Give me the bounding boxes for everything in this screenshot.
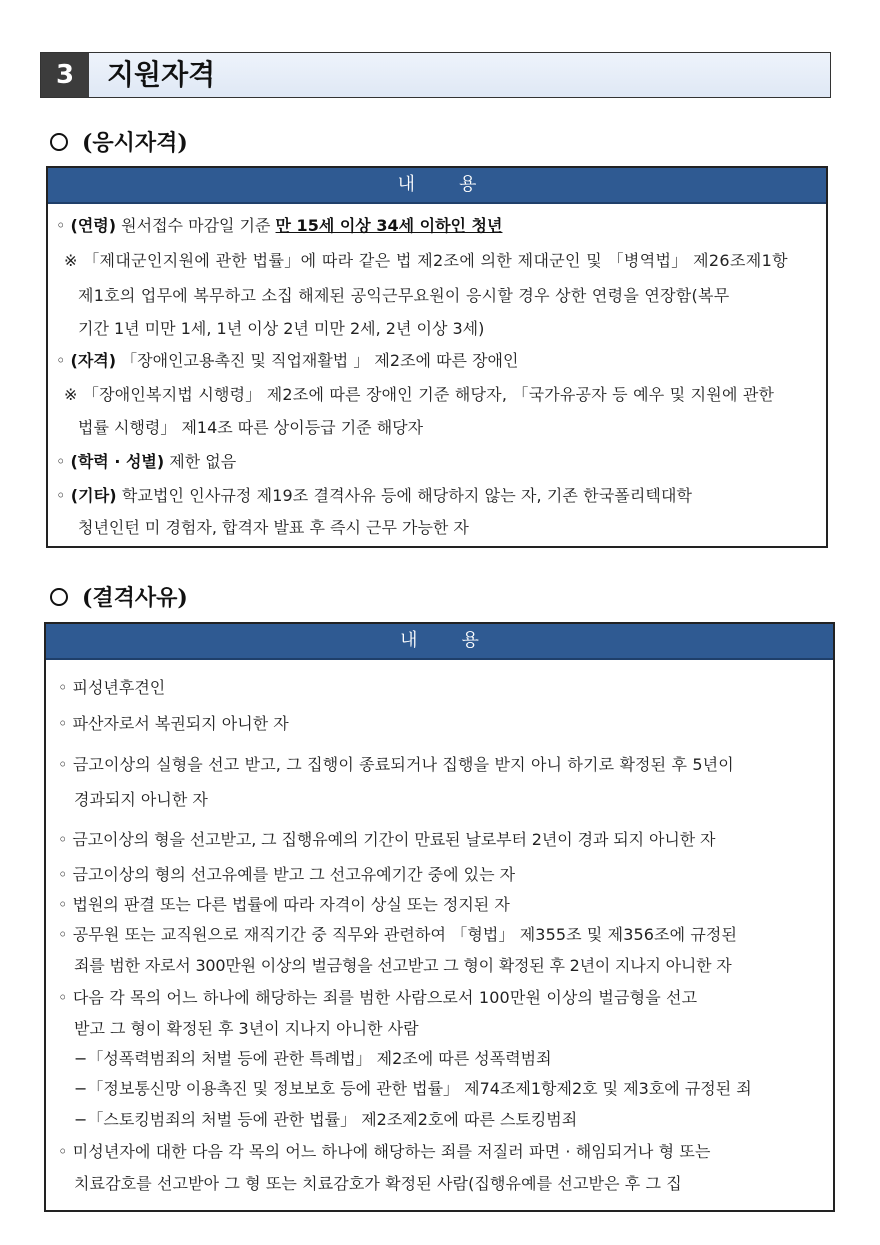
bullet: ◦	[56, 216, 71, 235]
box-header-label-1: 내	[397, 174, 415, 195]
qualify-line-age	[56, 216, 502, 236]
box-header-label-1: 내	[400, 630, 418, 651]
circle-bullet-icon	[50, 588, 68, 606]
qualify-box-header	[48, 168, 826, 204]
disqualify-box-header	[46, 624, 833, 660]
disqualify-item: ◦ 법원의 판결 또는 다른 법률에 따라 자격이 상실 또는 정지된 자	[58, 895, 510, 914]
disqualify-subitem: −「스토킹범죄의 처벌 등에 관한 법률」 제2조제2호에 따른 스토킹범죄	[74, 1110, 578, 1129]
disqualify-item: ◦ 미성년자에 대한 다음 각 목의 어느 하나에 해당하는 죄를 저질러 파면 · 해임되거나 형 또는	[58, 1142, 711, 1161]
label-age: (연령)	[70, 216, 117, 235]
label-education: (학력 · 성별)	[70, 452, 165, 471]
qualify-line: ※ 「제대군인지원에 관한 법률」에 따라 같은 법 제2조에 의한 제대군인 및 「병역법」 제26조제1항	[64, 251, 788, 270]
qualify-line: 법률 시행령」 제14조 따른 상이등급 기준 해당자	[78, 418, 424, 437]
line-text: 제한 없음	[164, 452, 237, 471]
disqualify-heading-text: (결격사유)	[82, 585, 188, 611]
disqualify-item: ◦ 금고이상의 형을 선고받고, 그 집행유예의 기간이 만료된 날로부터 2년이 경과 되지 아니한 자	[58, 830, 716, 849]
disqualify-subitem: −「성폭력범죄의 처벌 등에 관한 특례법」 제2조에 따른 성폭력범죄	[74, 1049, 552, 1068]
disqualify-item: ◦ 공무원 또는 교직원으로 재직기간 중 직무와 관련하여 「형법」 제355조 및 제356조에 규정된	[58, 925, 737, 944]
section-number: 3	[41, 53, 89, 97]
disqualify-item: ◦ 금고이상의 형의 선고유예를 받고 그 선고유예기간 중에 있는 자	[58, 865, 516, 884]
box-header-label-2: 용	[459, 174, 477, 195]
label-other: (기타)	[70, 486, 117, 505]
qualify-line: 청년인턴 미 경험자, 합격자 발표 후 즉시 근무 가능한 자	[78, 518, 469, 537]
disqualify-heading	[50, 581, 188, 612]
label-qualification: (자격)	[70, 351, 117, 370]
qualify-line: ※ 「장애인복지법 시행령」 제2조에 따른 장애인 기준 해당자, 「국가유공자 등 예우 및 지원에 관한	[64, 385, 775, 404]
line-text: 학교법인 인사규정 제19조 결격사유 등에 해당하지 않는 자, 기존 한국폴리텍대학	[116, 486, 693, 505]
qualify-line: 제1호의 업무에 복무하고 소집 해제된 공익근무요원이 응시할 경우 상한 연령을 연장함(복무	[78, 286, 730, 305]
qualify-line-qualification	[56, 351, 518, 371]
disqualify-item: ◦ 피성년후견인	[58, 678, 166, 697]
line-text: 「장애인고용촉진 및 직업재활법 」 제2조에 따른 장애인	[116, 351, 519, 370]
qualify-line: 기간 1년 미만 1세, 1년 이상 2년 미만 2세, 2년 이상 3세)	[78, 319, 485, 338]
bullet: ◦	[56, 452, 71, 471]
disqualify-item: 경과되지 아니한 자	[74, 790, 208, 809]
disqualify-item: ◦ 금고이상의 실형을 선고 받고, 그 집행이 종료되거나 집행을 받지 아니 하기로 확정된 후 5년이	[58, 755, 734, 774]
circle-bullet-icon	[50, 133, 68, 151]
disqualify-subitem: −「정보통신망 이용촉진 및 정보보호 등에 관한 법률」 제74조제1항제2호 및 제3호에 규정된 죄	[74, 1079, 752, 1098]
age-range: 만 15세 이상 34세 이하인 청년	[275, 216, 503, 235]
qualify-line-other	[56, 486, 692, 506]
section-title: 지원자격	[107, 58, 216, 91]
qualify-line-education	[56, 452, 236, 472]
disqualify-item: 치료감호를 선고받아 그 형 또는 치료감호가 확정된 사람(집행유예를 선고받은 후 그 집	[74, 1174, 682, 1193]
qualify-heading	[50, 126, 188, 157]
disqualify-item: ◦ 다음 각 목의 어느 하나에 해당하는 죄를 범한 사람으로서 100만원 이상의 벌금형을 선고	[58, 988, 698, 1007]
line-text: 원서접수 마감일 기준	[116, 216, 276, 235]
disqualify-item: 죄를 범한 자로서 300만원 이상의 벌금형을 선고받고 그 형이 확정된 후 2년이 지나지 아니한 자	[74, 956, 732, 975]
bullet: ◦	[56, 351, 71, 370]
disqualify-item: 받고 그 형이 확정된 후 3년이 지나지 아니한 사람	[74, 1019, 419, 1038]
disqualify-item: ◦ 파산자로서 복권되지 아니한 자	[58, 714, 289, 733]
section-header	[40, 52, 831, 98]
qualify-heading-text: (응시자격)	[82, 130, 188, 156]
box-header-label-2: 용	[461, 630, 479, 651]
bullet: ◦	[56, 486, 71, 505]
